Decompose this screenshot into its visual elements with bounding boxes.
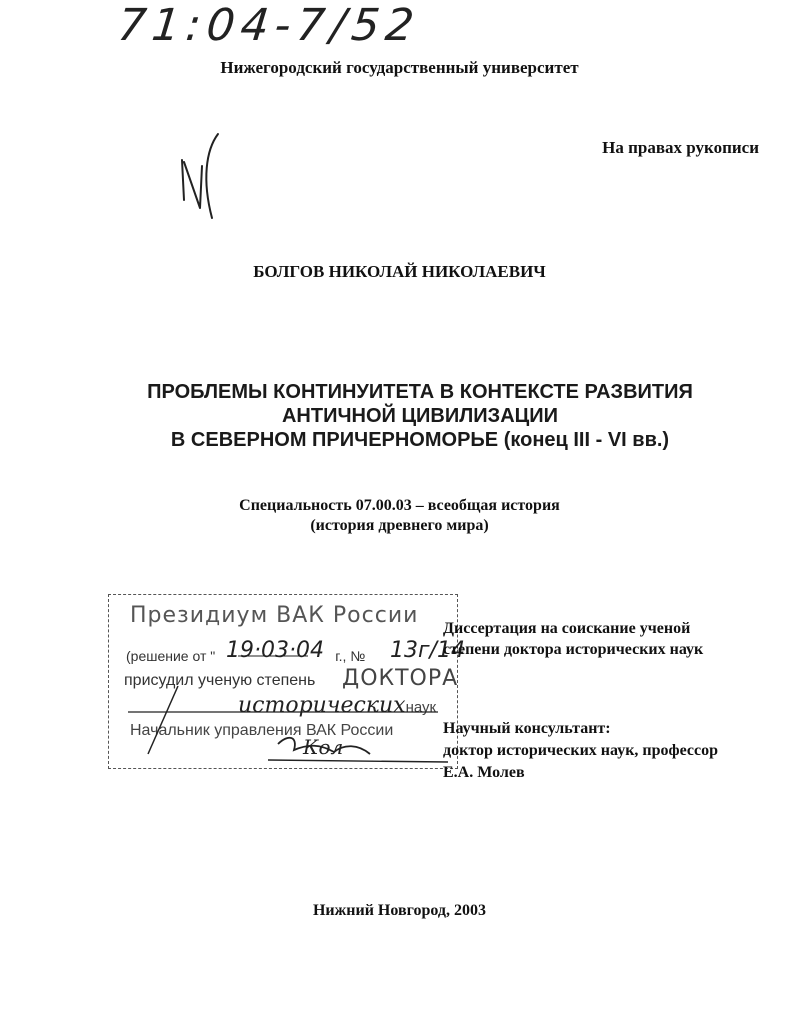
specialty-subline: (история древнего мира) [310,517,489,534]
specialty-line: Специальность 07.00.03 – всеобщая история [239,497,560,514]
stamp-presidium-text: Президиум ВАК России [130,603,419,628]
scientific-consultant [443,718,718,784]
consultant-degree: доктор исторических наук, профессор [443,742,719,759]
title-line: В СЕВЕРНОМ ПРИЧЕРНОМОРЬЕ (конец III - VI вв.) [170,429,670,451]
dissertation-title [120,380,720,452]
handwritten-mark [172,130,242,220]
consultant-name: Е.А. Молев [443,764,525,781]
dissertation-line: степени доктора исторических наук [443,641,704,658]
university-name: Нижегородский государственный университет [220,58,579,77]
stamp-decision-mid: г., № [335,648,366,664]
stamp-field-suffix: наук [405,699,437,716]
dissertation-line: Диссертация на соискание ученой [443,620,691,637]
dissertation-note [443,618,703,660]
archive-code: 71:04-7/52 [115,0,423,51]
stamp-handwritten-field: историческихнаук [238,693,437,718]
manuscript-note: На правах рукописи [602,138,759,157]
author-name: БОЛГОВ НИКОЛАЙ НИКОЛАЕВИЧ [253,262,546,281]
signature-text: Кол [303,735,344,759]
stamp-decision-prefix: (решение от " [126,648,216,664]
stamp-signature [108,594,468,784]
city-year: Нижний Новгород, 2003 [312,902,486,919]
title-line: АНТИЧНОЙ ЦИВИЛИЗАЦИИ [281,405,558,427]
stamp-head-text: Начальник управления ВАК России [130,722,394,739]
stamp-handwritten-date: 19·03·04 [226,638,324,663]
stamp-degree: ДОКТОРА [342,666,459,691]
stamp-handwritten-number: 13г/14 [390,638,465,663]
stamp-awarded-text: присудил ученую степень [124,672,316,689]
consultant-label: Научный консультант: [443,720,611,737]
specialty [0,496,799,536]
title-line: ПРОБЛЕМЫ КОНТИНУИТЕТА В КОНТЕКСТЕ РАЗВИТИЯ [147,381,693,403]
